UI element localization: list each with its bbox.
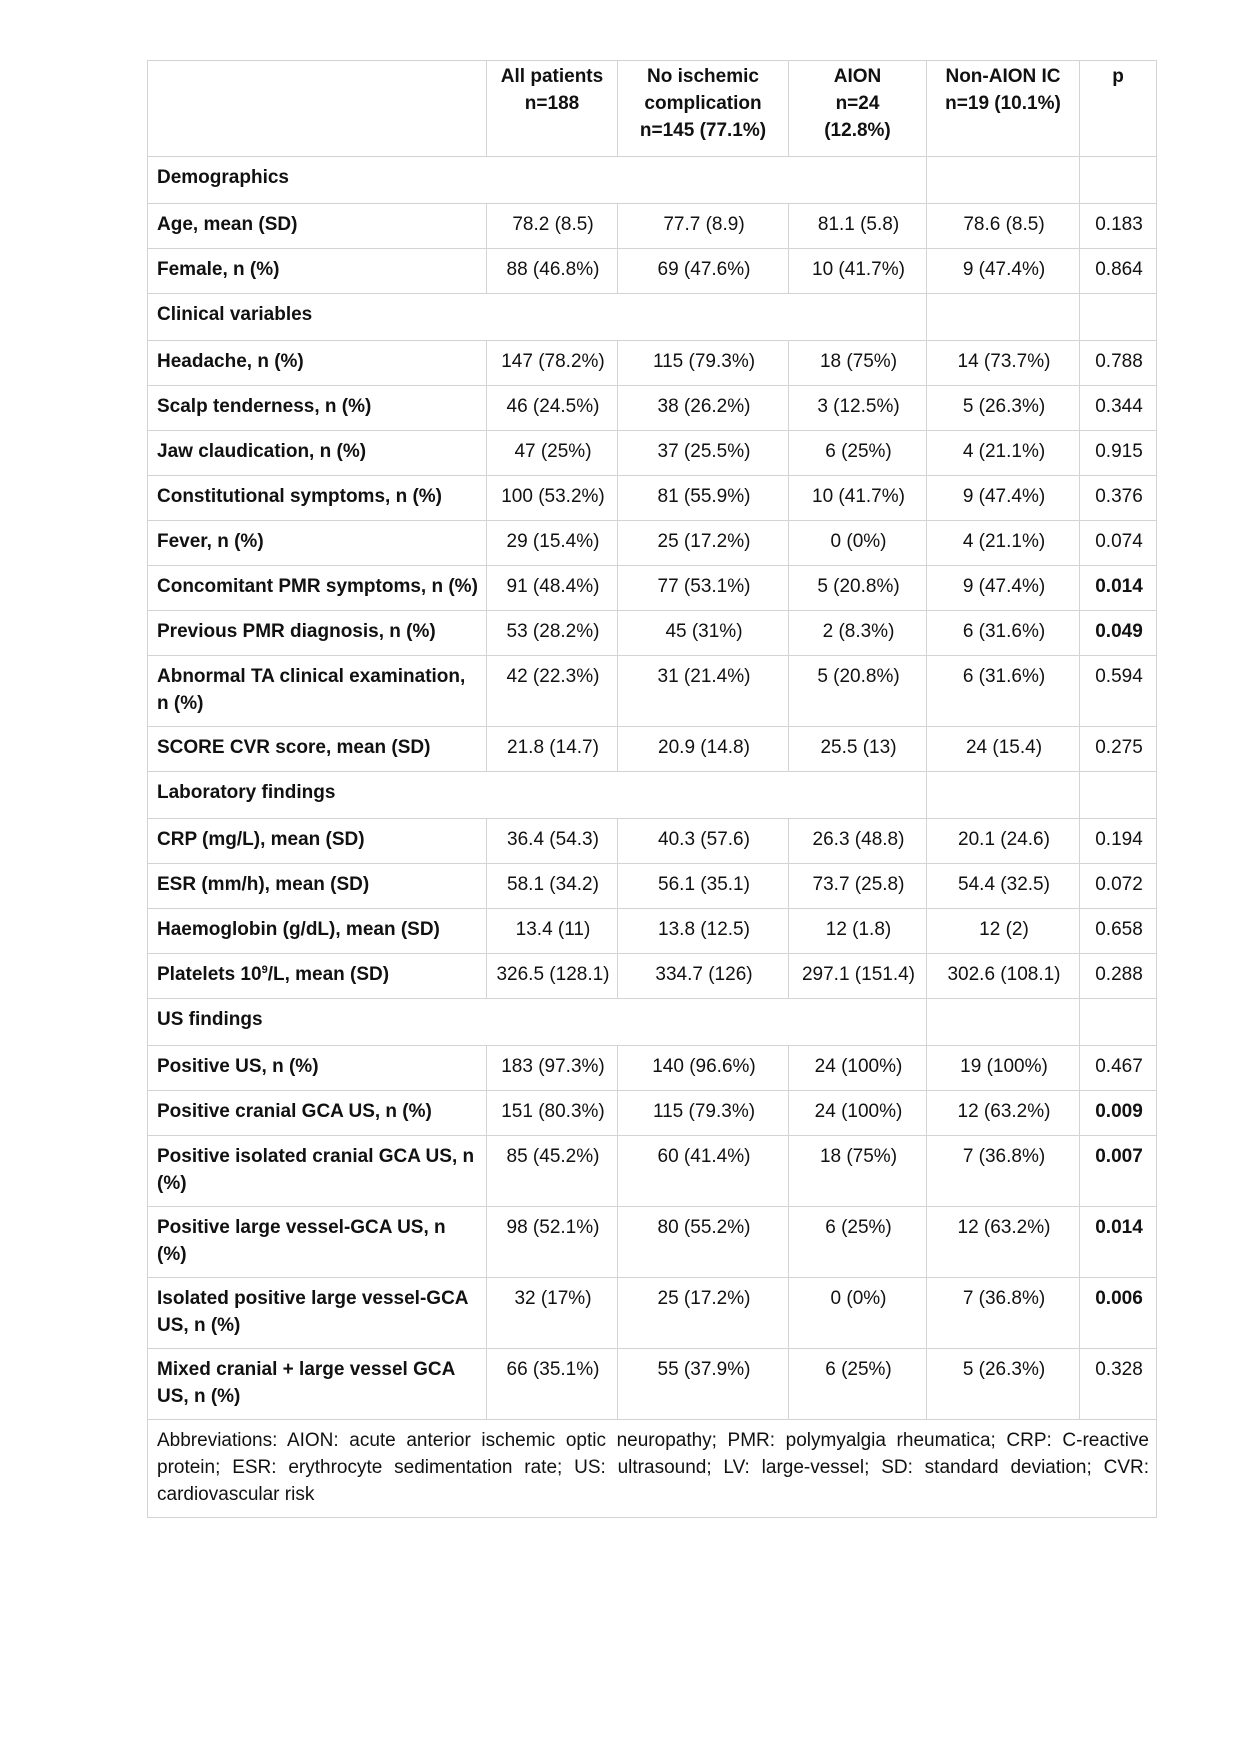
cell-all-patients: 29 (15.4%) [487, 521, 618, 566]
cell-p-value: 0.072 [1080, 864, 1157, 909]
cell-non-aion-ic: 12 (63.2%) [927, 1091, 1080, 1136]
cell-non-aion-ic: 54.4 (32.5) [927, 864, 1080, 909]
cell-no-ischemic-complication: 69 (47.6%) [618, 249, 789, 294]
row-label-text: Positive cranial GCA US, n (%) [157, 1101, 432, 1122]
table-row [148, 954, 1157, 999]
header-no-ischemic-complication [618, 61, 789, 157]
row-label [148, 566, 487, 611]
cell-aion: 18 (75%) [789, 341, 927, 386]
row-label [148, 341, 487, 386]
cell-aion: 10 (41.7%) [789, 476, 927, 521]
row-label [148, 386, 487, 431]
cell-p-value: 0.288 [1080, 954, 1157, 999]
cell-all-patients: 91 (48.4%) [487, 566, 618, 611]
header-line: Non-AION IC [945, 66, 1061, 87]
cell-non-aion-ic: 7 (36.8%) [927, 1136, 1080, 1207]
table-row [148, 431, 1157, 476]
cell-no-ischemic-complication: 38 (26.2%) [618, 386, 789, 431]
cell-all-patients: 147 (78.2%) [487, 341, 618, 386]
row-label [148, 204, 487, 249]
row-label-text: Isolated positive large vessel-GCA US, n (%) [157, 1288, 468, 1336]
header-aion [789, 61, 927, 157]
cell-aion: 5 (20.8%) [789, 566, 927, 611]
table-footer [148, 1420, 1157, 1518]
header-line: AION [833, 66, 882, 87]
baseline-characteristics-table [147, 60, 1157, 1518]
cell-no-ischemic-complication: 140 (96.6%) [618, 1046, 789, 1091]
row-label-text: Constitutional symptoms, n (%) [157, 486, 442, 507]
cell-p-value: 0.344 [1080, 386, 1157, 431]
row-label [148, 1278, 487, 1349]
cell-all-patients: 53 (28.2%) [487, 611, 618, 656]
cell-all-patients: 98 (52.1%) [487, 1207, 618, 1278]
table-row [148, 1349, 1157, 1420]
cell-non-aion-ic: 20.1 (24.6) [927, 819, 1080, 864]
header-line: n=24 [835, 93, 880, 114]
cell-p-value: 0.074 [1080, 521, 1157, 566]
cell-aion: 24 (100%) [789, 1091, 927, 1136]
row-label-text: Scalp tenderness, n (%) [157, 396, 372, 417]
empty-cell [1080, 157, 1157, 204]
cell-no-ischemic-complication: 40.3 (57.6) [618, 819, 789, 864]
row-label [148, 909, 487, 954]
cell-p-value: 0.328 [1080, 1349, 1157, 1420]
header-line: n=19 (10.1%) [945, 93, 1061, 114]
header-line: No ischemic [647, 66, 759, 87]
header-line: n=188 [524, 93, 580, 114]
cell-no-ischemic-complication: 77.7 (8.9) [618, 204, 789, 249]
cell-non-aion-ic: 9 (47.4%) [927, 476, 1080, 521]
cell-aion: 6 (25%) [789, 431, 927, 476]
section-title: US findings [148, 999, 927, 1046]
cell-p-value: 0.183 [1080, 204, 1157, 249]
cell-aion: 12 (1.8) [789, 909, 927, 954]
cell-non-aion-ic: 12 (63.2%) [927, 1207, 1080, 1278]
table-row [148, 611, 1157, 656]
row-label [148, 431, 487, 476]
cell-aion: 18 (75%) [789, 1136, 927, 1207]
section-row [148, 999, 1157, 1046]
row-label-text: Concomitant PMR symptoms, n (%) [157, 576, 478, 597]
cell-p-value: 0.467 [1080, 1046, 1157, 1091]
row-label-text: Abnormal TA clinical examination, n (%) [157, 666, 466, 714]
row-label-text: Jaw claudication, n (%) [157, 441, 367, 462]
cell-all-patients: 36.4 (54.3) [487, 819, 618, 864]
cell-non-aion-ic: 12 (2) [927, 909, 1080, 954]
table-row [148, 566, 1157, 611]
row-label-superscript: 9 [261, 964, 268, 976]
cell-no-ischemic-complication: 56.1 (35.1) [618, 864, 789, 909]
header-p-value [1080, 61, 1157, 157]
cell-p-value: 0.376 [1080, 476, 1157, 521]
cell-non-aion-ic: 24 (15.4) [927, 727, 1080, 772]
section-title: Demographics [148, 157, 927, 204]
cell-p-value: 0.194 [1080, 819, 1157, 864]
cell-all-patients: 100 (53.2%) [487, 476, 618, 521]
table-row [148, 1046, 1157, 1091]
cell-non-aion-ic: 9 (47.4%) [927, 249, 1080, 294]
cell-non-aion-ic: 5 (26.3%) [927, 1349, 1080, 1420]
cell-p-value: 0.049 [1080, 611, 1157, 656]
cell-aion: 0 (0%) [789, 1278, 927, 1349]
row-label-text: SCORE CVR score, mean (SD) [157, 737, 431, 758]
cell-all-patients: 32 (17%) [487, 1278, 618, 1349]
cell-non-aion-ic: 5 (26.3%) [927, 386, 1080, 431]
table-row [148, 341, 1157, 386]
table-row [148, 864, 1157, 909]
cell-p-value: 0.658 [1080, 909, 1157, 954]
row-label-text: Mixed cranial + large vessel GCA US, n (%) [157, 1359, 455, 1407]
cell-all-patients: 47 (25%) [487, 431, 618, 476]
cell-p-value: 0.915 [1080, 431, 1157, 476]
empty-cell [927, 157, 1080, 204]
row-label-text: Fever, n (%) [157, 531, 264, 552]
row-label-text: Haemoglobin (g/dL), mean (SD) [157, 919, 440, 940]
row-label-text: Age, mean (SD) [157, 214, 298, 235]
row-label-text: Positive US, n (%) [157, 1056, 319, 1077]
cell-no-ischemic-complication: 25 (17.2%) [618, 1278, 789, 1349]
table-body [148, 157, 1157, 1420]
cell-all-patients: 88 (46.8%) [487, 249, 618, 294]
table-row [148, 1207, 1157, 1278]
table-row [148, 819, 1157, 864]
cell-non-aion-ic: 7 (36.8%) [927, 1278, 1080, 1349]
row-label-text: Previous PMR diagnosis, n (%) [157, 621, 436, 642]
cell-aion: 5 (20.8%) [789, 656, 927, 727]
cell-no-ischemic-complication: 77 (53.1%) [618, 566, 789, 611]
empty-cell [927, 772, 1080, 819]
cell-p-value: 0.275 [1080, 727, 1157, 772]
row-label [148, 1046, 487, 1091]
cell-aion: 3 (12.5%) [789, 386, 927, 431]
empty-cell [1080, 999, 1157, 1046]
table-row [148, 476, 1157, 521]
cell-no-ischemic-complication: 31 (21.4%) [618, 656, 789, 727]
table-row [148, 1278, 1157, 1349]
cell-all-patients: 85 (45.2%) [487, 1136, 618, 1207]
cell-non-aion-ic: 4 (21.1%) [927, 521, 1080, 566]
cell-non-aion-ic: 6 (31.6%) [927, 611, 1080, 656]
table-row [148, 656, 1157, 727]
row-label [148, 249, 487, 294]
table-row [148, 1136, 1157, 1207]
row-label [148, 864, 487, 909]
row-label [148, 476, 487, 521]
row-label [148, 1091, 487, 1136]
cell-no-ischemic-complication: 334.7 (126) [618, 954, 789, 999]
cell-no-ischemic-complication: 115 (79.3%) [618, 1091, 789, 1136]
table-row [148, 521, 1157, 566]
cell-aion: 26.3 (48.8) [789, 819, 927, 864]
cell-p-value: 0.864 [1080, 249, 1157, 294]
cell-aion: 6 (25%) [789, 1207, 927, 1278]
header-line: All patients [500, 66, 604, 87]
header-line: p [1112, 66, 1124, 87]
row-label-text: Positive large vessel-GCA US, n (%) [157, 1217, 446, 1265]
header-line: complication [644, 93, 762, 114]
cell-aion: 0 (0%) [789, 521, 927, 566]
cell-aion: 73.7 (25.8) [789, 864, 927, 909]
cell-no-ischemic-complication: 81 (55.9%) [618, 476, 789, 521]
cell-all-patients: 58.1 (34.2) [487, 864, 618, 909]
cell-aion: 6 (25%) [789, 1349, 927, 1420]
cell-aion: 24 (100%) [789, 1046, 927, 1091]
row-label [148, 727, 487, 772]
cell-no-ischemic-complication: 37 (25.5%) [618, 431, 789, 476]
table-row [148, 386, 1157, 431]
row-label-text: Headache, n (%) [157, 351, 304, 372]
section-title: Clinical variables [148, 294, 927, 341]
table-row [148, 1091, 1157, 1136]
cell-aion: 10 (41.7%) [789, 249, 927, 294]
header-row [148, 61, 1157, 157]
header-line: (12.8%) [824, 120, 891, 141]
row-label [148, 1207, 487, 1278]
cell-non-aion-ic: 4 (21.1%) [927, 431, 1080, 476]
row-label-text: ESR (mm/h), mean (SD) [157, 874, 370, 895]
cell-non-aion-ic: 6 (31.6%) [927, 656, 1080, 727]
cell-aion: 81.1 (5.8) [789, 204, 927, 249]
row-label-suffix: /L, mean (SD) [267, 964, 390, 985]
header-all-patients [487, 61, 618, 157]
empty-cell [927, 294, 1080, 341]
empty-cell [1080, 294, 1157, 341]
row-label [148, 954, 487, 999]
cell-all-patients: 78.2 (8.5) [487, 204, 618, 249]
cell-no-ischemic-complication: 80 (55.2%) [618, 1207, 789, 1278]
table-row [148, 727, 1157, 772]
cell-p-value: 0.006 [1080, 1278, 1157, 1349]
cell-all-patients: 13.4 (11) [487, 909, 618, 954]
cell-non-aion-ic: 14 (73.7%) [927, 341, 1080, 386]
cell-p-value: 0.788 [1080, 341, 1157, 386]
cell-all-patients: 21.8 (14.7) [487, 727, 618, 772]
section-row [148, 294, 1157, 341]
cell-p-value: 0.014 [1080, 566, 1157, 611]
cell-aion: 297.1 (151.4) [789, 954, 927, 999]
cell-non-aion-ic: 9 (47.4%) [927, 566, 1080, 611]
cell-all-patients: 151 (80.3%) [487, 1091, 618, 1136]
header-non-aion-ic [927, 61, 1080, 157]
cell-non-aion-ic: 302.6 (108.1) [927, 954, 1080, 999]
empty-cell [1080, 772, 1157, 819]
row-label [148, 1136, 487, 1207]
row-label [148, 611, 487, 656]
cell-all-patients: 46 (24.5%) [487, 386, 618, 431]
cell-no-ischemic-complication: 45 (31%) [618, 611, 789, 656]
row-label-text: Platelets 10 [157, 964, 262, 985]
cell-no-ischemic-complication: 60 (41.4%) [618, 1136, 789, 1207]
cell-no-ischemic-complication: 20.9 (14.8) [618, 727, 789, 772]
cell-no-ischemic-complication: 25 (17.2%) [618, 521, 789, 566]
table-header [148, 61, 1157, 157]
table-row [148, 204, 1157, 249]
table-row [148, 909, 1157, 954]
cell-all-patients: 183 (97.3%) [487, 1046, 618, 1091]
row-label-text: Positive isolated cranial GCA US, n (%) [157, 1146, 475, 1194]
row-label [148, 521, 487, 566]
row-label-text: CRP (mg/L), mean (SD) [157, 829, 365, 850]
section-row [148, 157, 1157, 204]
cell-no-ischemic-complication: 13.8 (12.5) [618, 909, 789, 954]
empty-cell [927, 999, 1080, 1046]
cell-no-ischemic-complication: 55 (37.9%) [618, 1349, 789, 1420]
row-label [148, 1349, 487, 1420]
cell-aion: 25.5 (13) [789, 727, 927, 772]
cell-p-value: 0.594 [1080, 656, 1157, 727]
table-row [148, 249, 1157, 294]
abbreviations-footnote: Abbreviations: AION: acute anterior ischemic optic neuropathy; PMR: polymyalgia rheumatica; CRP: C-reactive protein; ESR: erythrocyte sedimentation rate; US: ultrasound; LV: large-vessel; SD: standard deviation; CVR: cardiovascular risk [148, 1420, 1157, 1518]
cell-all-patients: 66 (35.1%) [487, 1349, 618, 1420]
header-line: n=145 (77.1%) [639, 120, 767, 141]
cell-no-ischemic-complication: 115 (79.3%) [618, 341, 789, 386]
row-label-text: Female, n (%) [157, 259, 280, 280]
cell-all-patients: 326.5 (128.1) [487, 954, 618, 999]
cell-all-patients: 42 (22.3%) [487, 656, 618, 727]
cell-non-aion-ic: 78.6 (8.5) [927, 204, 1080, 249]
row-label [148, 819, 487, 864]
section-row [148, 772, 1157, 819]
row-label [148, 656, 487, 727]
cell-p-value: 0.014 [1080, 1207, 1157, 1278]
cell-aion: 2 (8.3%) [789, 611, 927, 656]
cell-p-value: 0.009 [1080, 1091, 1157, 1136]
header-corner [148, 61, 487, 157]
cell-non-aion-ic: 19 (100%) [927, 1046, 1080, 1091]
cell-p-value: 0.007 [1080, 1136, 1157, 1207]
section-title: Laboratory findings [148, 772, 927, 819]
